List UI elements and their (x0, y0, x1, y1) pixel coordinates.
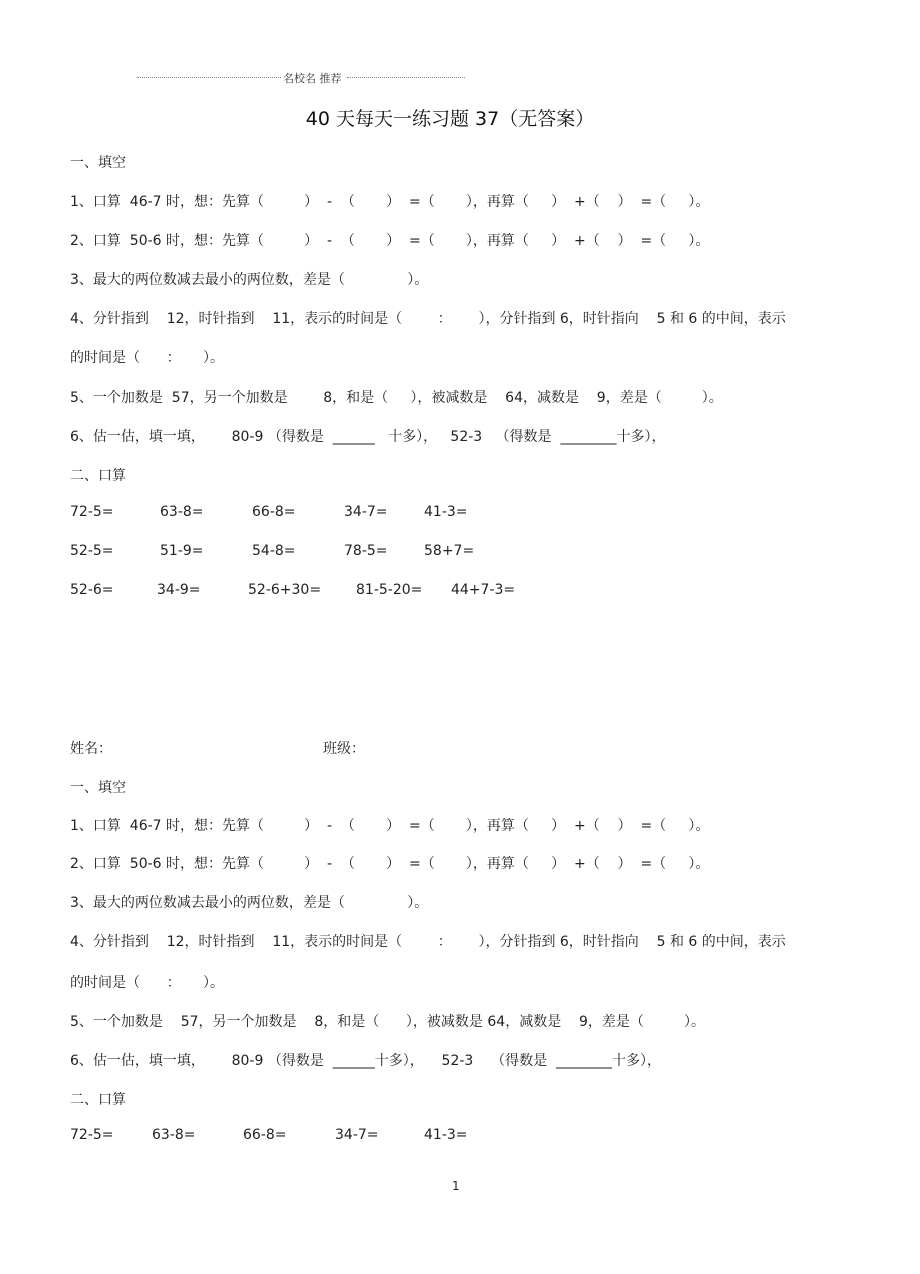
header-dotted-rule-right (347, 77, 465, 78)
copy-oral-item: 72-5= (70, 1127, 114, 1143)
header-dotted-rule-left (137, 77, 281, 78)
copy-oral-item: 41-3= (424, 1127, 468, 1143)
copy-section-heading-fill-blank: 一、填空 (70, 780, 126, 796)
page-title: 40 天每天一练习题 37（无答案） (305, 108, 595, 130)
page-number: 1 (452, 1179, 460, 1193)
copy-question-4-line-2: 的时间是（ ： ）。 (70, 975, 224, 991)
oral-item: 78-5= (344, 543, 388, 559)
oral-item: 81-5-20= (356, 582, 423, 598)
copy-oral-item: 63-8= (152, 1127, 196, 1143)
copy-oral-item: 34-7= (335, 1127, 379, 1143)
copy-question-3: 3、最大的两位数减去最小的两位数，差是（ ）。 (70, 895, 429, 911)
oral-item: 52-5= (70, 543, 114, 559)
oral-item: 58+7= (424, 543, 475, 559)
oral-item: 52-6+30= (248, 582, 322, 598)
copy-section-heading-oral-calc: 二、口算 (70, 1092, 126, 1108)
copy-question-5: 5、一个加数是 57，另一个加数是 8，和是（ ），被减数是 64，减数是 9，差是（ ）。 (70, 1014, 705, 1030)
header-text: 名校名 推荐 (283, 72, 342, 85)
oral-item: 44+7-3= (451, 582, 516, 598)
section-heading-oral-calc: 二、口算 (70, 468, 126, 484)
oral-item: 66-8= (252, 504, 296, 520)
oral-item: 52-6= (70, 582, 114, 598)
oral-item: 41-3= (424, 504, 468, 520)
oral-item: 63-8= (160, 504, 204, 520)
question-4-line-2: 的时间是（ ： ）。 (70, 350, 224, 366)
oral-item: 54-8= (252, 543, 296, 559)
copy-question-1: 1、口算 46-7 时，想：先算（ ） - （ ） =（ ），再算（ ） +（ ） =（ ）。 (70, 818, 710, 834)
oral-item: 34-9= (157, 582, 201, 598)
page-header (137, 70, 465, 84)
question-3: 3、最大的两位数减去最小的两位数，差是（ ）。 (70, 272, 429, 288)
question-4-line-1: 4、分针指到 12，时针指到 11，表示的时间是（ ： ），分针指到 6，时针指向 5 和 6 的中间，表示 (70, 311, 786, 327)
question-2: 2、口算 50-6 时，想：先算（ ） - （ ） =（ ），再算（ ） +（ ） =（ ）。 (70, 233, 710, 249)
copy-oral-item: 66-8= (243, 1127, 287, 1143)
name-label: 姓名： (70, 741, 112, 757)
oral-item: 34-7= (344, 504, 388, 520)
question-5: 5、一个加数是 57，另一个加数是 8，和是（ ），被减数是 64，减数是 9，差是（ ）。 (70, 390, 723, 406)
oral-item: 72-5= (70, 504, 114, 520)
copy-question-4-line-1: 4、分针指到 12，时针指到 11，表示的时间是（ ： ），分针指到 6，时针指向 5 和 6 的中间，表示 (70, 934, 786, 950)
question-6: 6、估一估，填一填， 80-9 （得数是 ______ 十多）， 52-3 （得数是 ________十多）， (70, 429, 666, 445)
question-1: 1、口算 46-7 时，想：先算（ ） - （ ） =（ ），再算（ ） +（ ） =（ ）。 (70, 194, 710, 210)
class-label: 班级： (323, 741, 365, 757)
oral-item: 51-9= (160, 543, 204, 559)
copy-question-6: 6、估一估，填一填， 80-9 （得数是 ______十多）， 52-3 （得数是 ________十多）， (70, 1053, 662, 1069)
section-heading-fill-blank: 一、填空 (70, 155, 126, 171)
copy-question-2: 2、口算 50-6 时，想：先算（ ） - （ ） =（ ），再算（ ） +（ ） =（ ）。 (70, 856, 710, 872)
